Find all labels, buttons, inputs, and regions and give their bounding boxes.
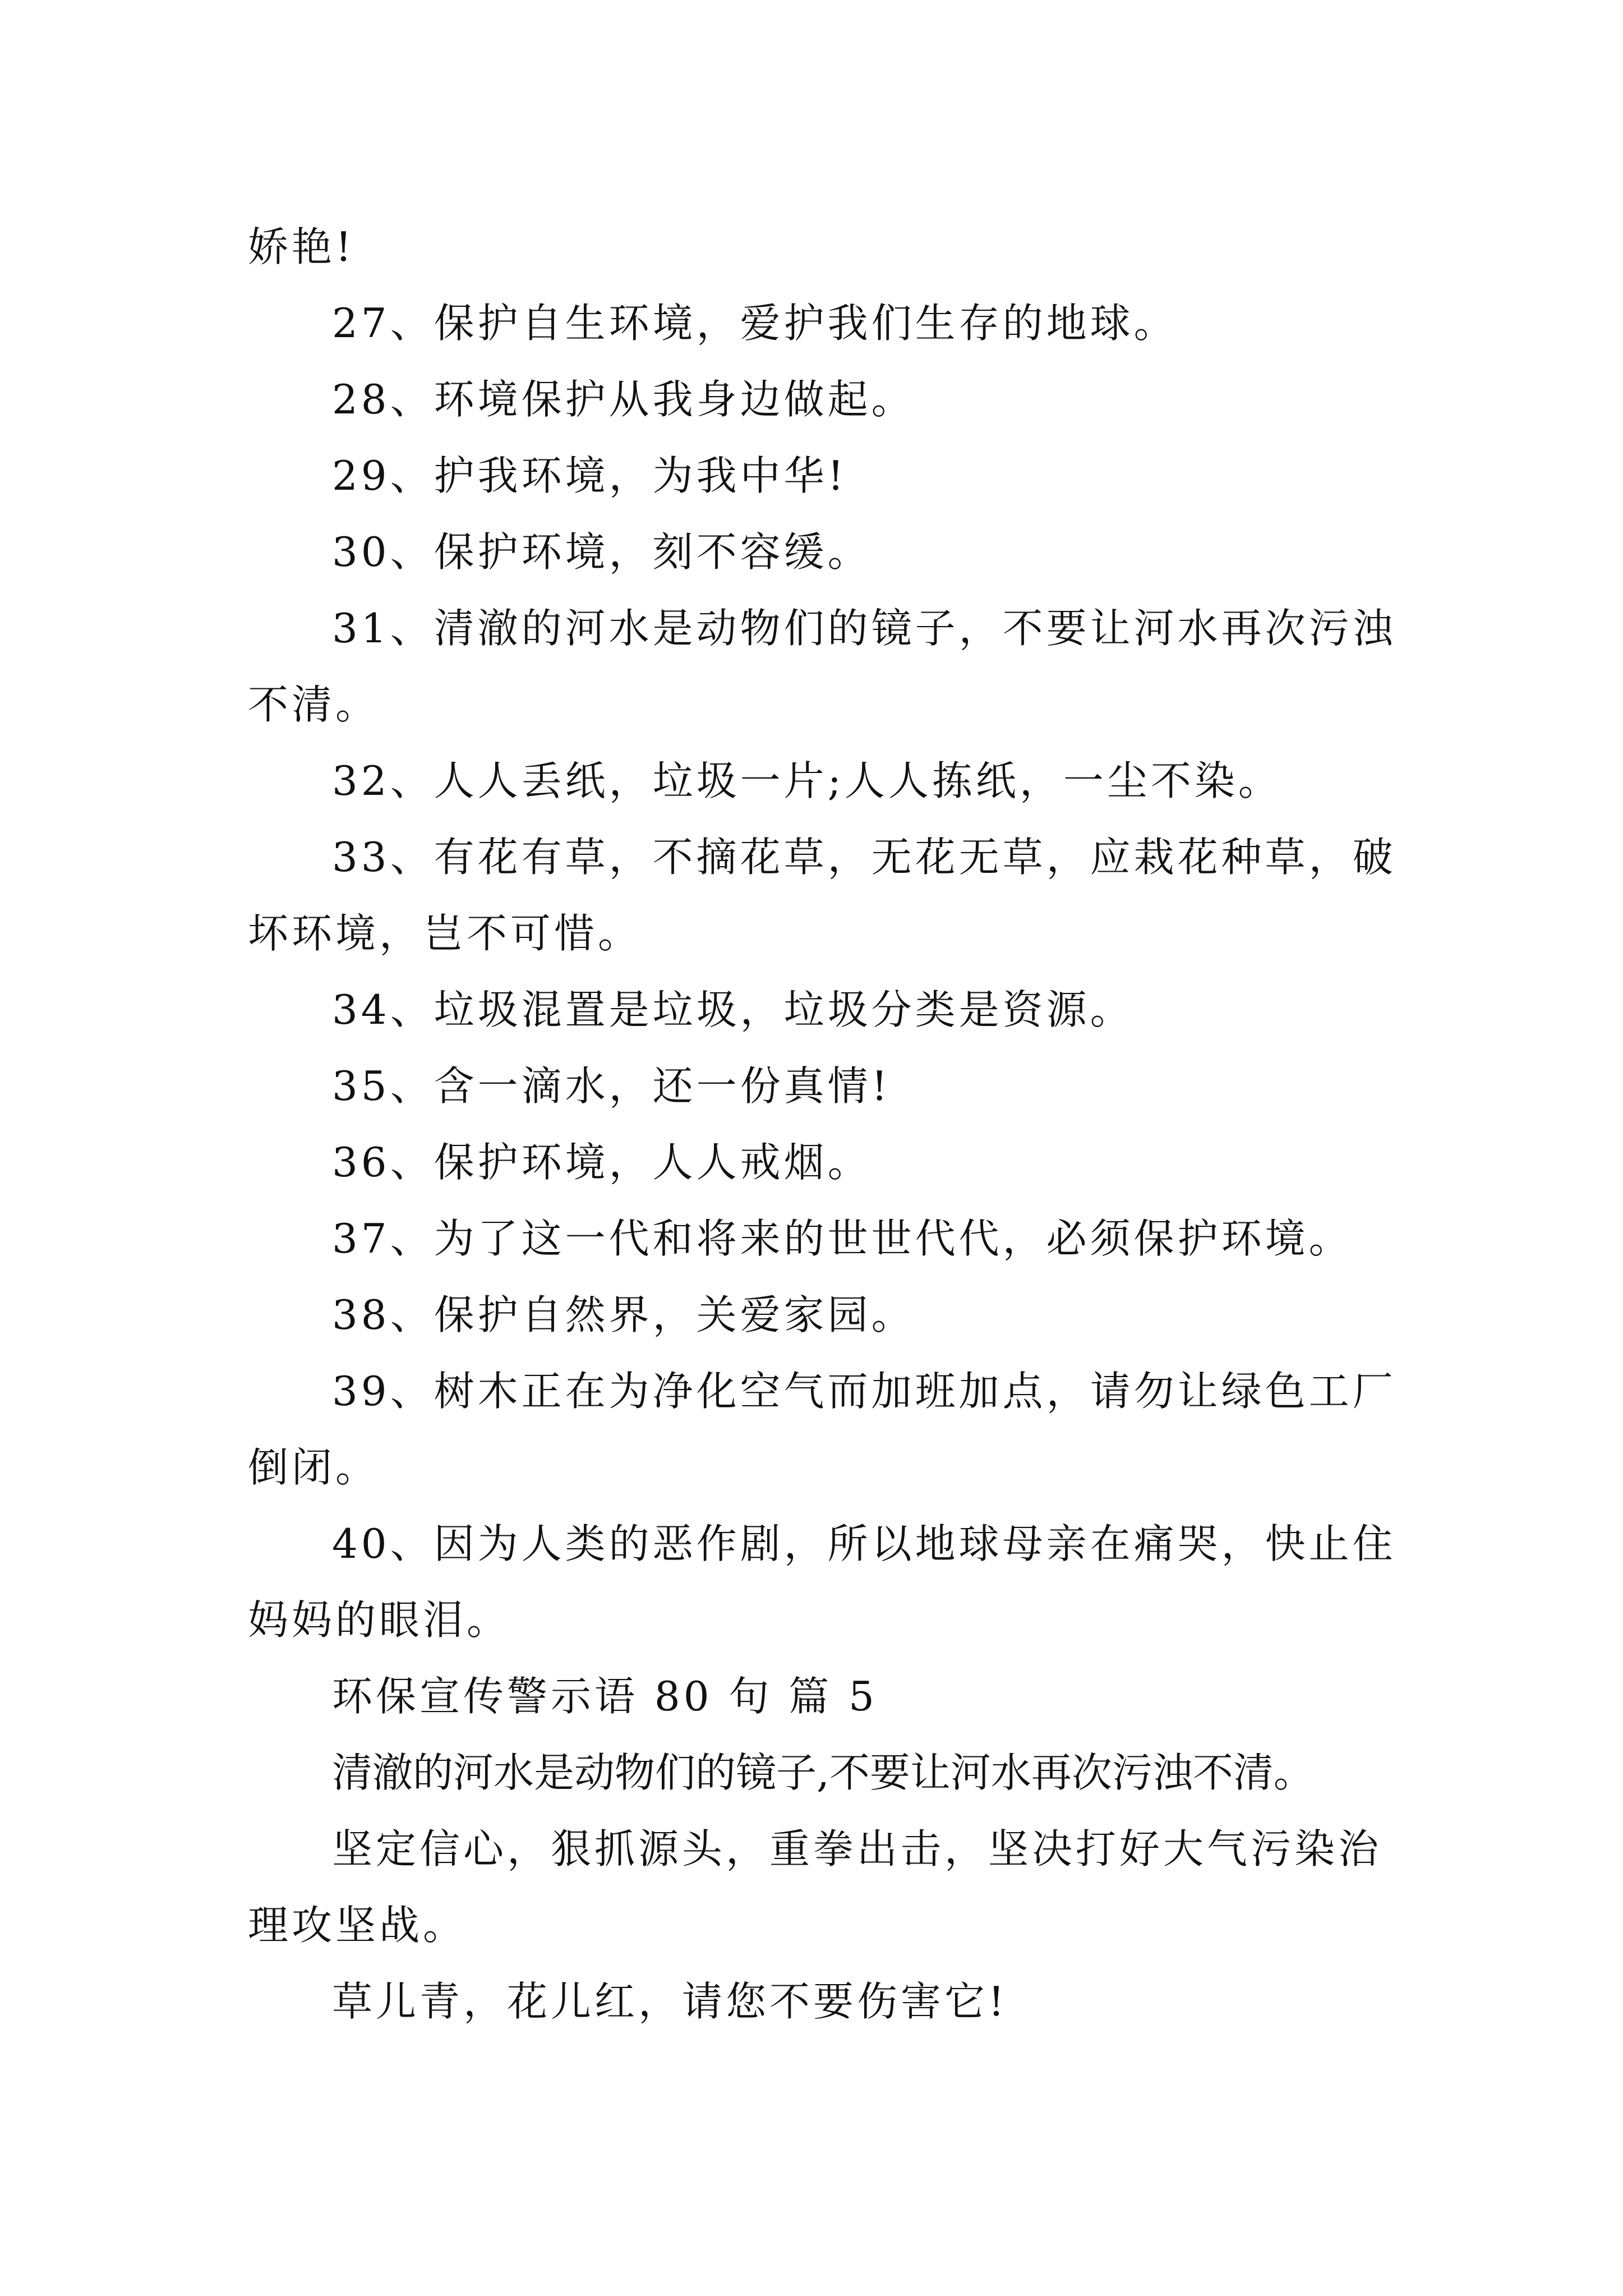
list-item-36: 36、保护环境，人人戒烟。 bbox=[332, 1139, 872, 1186]
text-line: 妈妈的眼泪。 bbox=[248, 1596, 511, 1644]
list-item-34: 34、垃圾混置是垃圾，垃圾分类是资源。 bbox=[332, 986, 1134, 1033]
list-item-28: 28、环境保护从我身边做起。 bbox=[332, 376, 915, 423]
paragraph: 坚定信心，狠抓源头，重拳出击，坚决打好大气污染治 bbox=[332, 1825, 1382, 1872]
list-item-29: 29、护我环境，为我中华! bbox=[332, 452, 847, 499]
list-item-33: 33、有花有草，不摘花草，无花无草，应栽花种草，破 bbox=[332, 834, 1396, 881]
list-item-38: 38、保护自然界，关爱家园。 bbox=[332, 1291, 915, 1338]
section-heading: 环保宣传警示语 80 句 篇 5 bbox=[332, 1673, 878, 1720]
list-item-31: 31、清澈的河水是动物们的镜子，不要让河水再次污浊 bbox=[332, 605, 1396, 652]
paragraph: 草儿青，花儿红，请您不要伤害它! bbox=[332, 1978, 1008, 2025]
list-item-40: 40、因为人类的恶作剧，所以地球母亲在痛哭，快止住 bbox=[332, 1520, 1396, 1567]
list-item-39: 39、树木正在为净化空气而加班加点，请勿让绿色工厂 bbox=[332, 1368, 1396, 1415]
paragraph: 清澈的河水是动物们的镜子,不要让河水再次污浊不清。 bbox=[332, 1749, 1314, 1796]
list-item-30: 30、保护环境，刻不容缓。 bbox=[332, 528, 872, 576]
document-page bbox=[248, 209, 1396, 2040]
list-item-32: 32、人人丢纸，垃圾一片;人人拣纸，一尘不染。 bbox=[332, 757, 1282, 804]
text-line: 不清。 bbox=[248, 681, 380, 728]
list-item-35: 35、含一滴水，还一份真情! bbox=[332, 1062, 891, 1110]
list-item-37: 37、为了这一代和将来的世世代代，必须保护环境。 bbox=[332, 1215, 1353, 1262]
text-line: 理攻坚战。 bbox=[248, 1902, 467, 1949]
text-line: 倒闭。 bbox=[248, 1444, 380, 1491]
text-line: 娇艳! bbox=[248, 223, 355, 270]
list-item-27: 27、保护自生环境，爱护我们生存的地球。 bbox=[332, 300, 1178, 347]
text-line: 坏环境，岂不可惜。 bbox=[248, 910, 642, 957]
